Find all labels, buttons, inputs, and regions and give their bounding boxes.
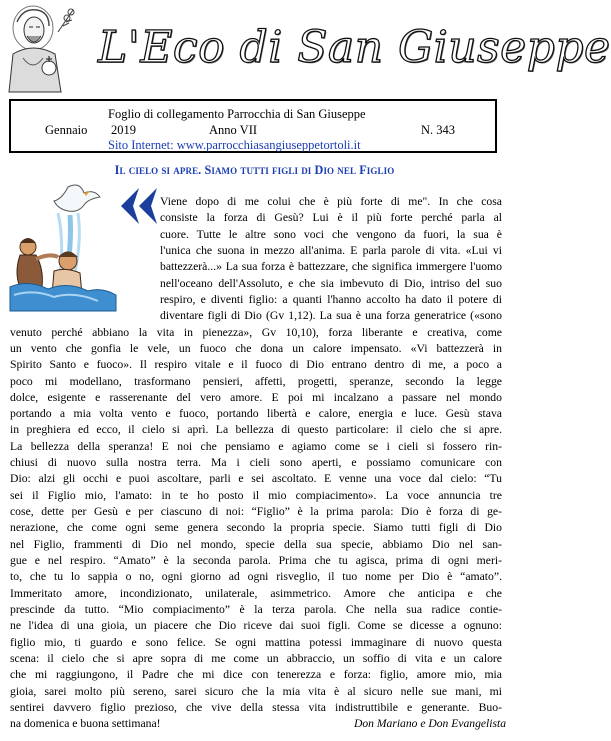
- article-line: nel Figlio, frammenti di Dio nel mondo, specie della sua specie, abbiamo Dio nel san-: [10, 537, 502, 551]
- article-line: gue e nel respiro. “Amato” è la seconda parola. Prima che tu agisca, prima di ogni meri-: [10, 554, 502, 568]
- article-line: La bellezza della speranza! E noi che pensiamo e agiamo come se i cieli si fossero rin-: [10, 439, 502, 453]
- article-line: respiro, e diventi figlio: a quanti l'hanno accolto ha dato il potere di: [160, 292, 502, 306]
- article-line: Viene dopo di me colui che è più forte di me". In che cosa: [160, 195, 502, 208]
- website-link[interactable]: Sito Internet: www.parrocchiasangiuseppetortoli.it: [108, 138, 361, 152]
- issue-number: N. 343: [421, 123, 456, 137]
- issue-year: 2019: [111, 123, 136, 137]
- article-line: sei il Figlio mio, l'amato: in te ho posto il mio compiacimento». La voce annuncia tre: [10, 488, 502, 502]
- article-line: Immeritato amore, incondizionato, unilaterale, asimmetrico. Amore che anticipa e che: [10, 586, 502, 600]
- article-line: ne l'idea di una gioia, un piacere che Dio riceve dai suoi figli. Come se dicesse a ognuno:: [10, 619, 502, 633]
- issue-volume: Anno VII: [209, 123, 258, 137]
- article-line: sentirei davvero figlio prezioso, che vive della stessa vita indistruttibile e generante. Buo-: [10, 700, 502, 714]
- article-line: na domenica e buona settimana!: [10, 717, 161, 731]
- article-line: diventare figli di Dio (Gv 1,12). La sua è una forza generatrice («sono: [160, 309, 502, 323]
- article-line: portando a mia volta vento e fuoco, portando libertà e calore, energia e luce. Gesù stava: [10, 407, 502, 421]
- article-line: Spirito Santo e fuoco». Il respiro vitale e il fuoco di Dio entrano dentro di me, a poco a: [10, 358, 502, 372]
- article-line: cose, dette per Gesù e per ciascuno di noi: “Figlio” è la prima parola: Dio è forza di ge-: [10, 505, 502, 519]
- article-line: nell'oceano dell'Assoluto, e che sia imbevuto di Dio, intriso del suo: [160, 276, 502, 290]
- article-line: che mi raggiungono, il Padre che mi dice con tenerezza e forza: figlio, amore mio, mia: [10, 668, 502, 682]
- article-headline: Il cielo si apre. Siamo tutti figli di Dio nel Figlio: [114, 163, 395, 177]
- article-line: l'unica che suona in mezzo all'anima. E parla parole di vita. «Lui vi: [160, 243, 502, 257]
- article-line: nerazione, che come ogni seme genera secondo la propria specie. Siamo tutti figli di Dio: [10, 521, 502, 535]
- publication-name: Foglio di collegamento Parrocchia di San Giuseppe: [108, 107, 366, 121]
- dove-baptism-illustration: [8, 183, 118, 313]
- article-line: un vento che gonfia le vele, un fuoco che dona un calore impensato. «Vi battezzerà in: [10, 341, 502, 355]
- article-line: venuto perché abbiano la vita in pienezza», Gv 10,10), forza liberante e creativa, come: [10, 325, 502, 339]
- publication-info-box: [9, 99, 497, 153]
- article-line: figlio mio, ti guardo e sono felice. Se ogni mattina potessi immaginare di nuovo questa: [10, 635, 502, 649]
- issue-month: Gennaio: [45, 123, 88, 137]
- article-line: chiusi di nuovo sulla nostra terra. Ma i cieli sono aperti, e possiamo comunicare con: [10, 456, 502, 470]
- article-line: Dio: alzi gli occhi e puoi ascoltare, parli e sei ascoltato. E venne una voce dal cielo: “Tu: [10, 472, 502, 486]
- article-line: poco mi modellano, trasformano pensieri, affetti, progetti, speranze, secondo la legge: [10, 374, 502, 388]
- article-line: scena: il cielo che si apre sopra di me come un abbraccio, un soffio di vita e un calore: [10, 651, 502, 665]
- article-line: consiste la forza di Gesù? Lui è il più forte perché parla al: [160, 211, 502, 225]
- article-line: battezzerà...» La sua forza è battezzare, che significa immergere l'uomo: [160, 260, 502, 274]
- article-line: to, che tu lo sappia o no, ogni giorno ad ogni risveglio, il tuo nome per Dio è “amato”.: [10, 570, 502, 584]
- opening-quote-mark: [117, 186, 159, 226]
- article-line: in preghiera ed ecco, il cielo si aprì. La bellezza di questo particolare: il cielo che si apre.: [10, 423, 502, 437]
- saint-joseph-portrait: [3, 2, 81, 94]
- article-signature: Don Mariano e Don Evangelista: [354, 717, 506, 730]
- masthead-title: L'Eco di San Giuseppe: [98, 22, 611, 73]
- article-line: cuore. Tutte le altre sono voci che vengono da fuori, la sua è: [160, 227, 502, 241]
- article-line: gioia, sarei molto più sereno, sarei sicuro che la mia vita è al sicuro nelle sue mani, mi: [10, 684, 502, 698]
- article-line: dolce, esigente e rasserenante del vero amore. E poi mi incalzano a passare nel mondo: [10, 390, 502, 404]
- article-line: prescinde da tutto. “Mio compiacimento” è la terza parola. Che nella sua radice contie-: [10, 603, 502, 616]
